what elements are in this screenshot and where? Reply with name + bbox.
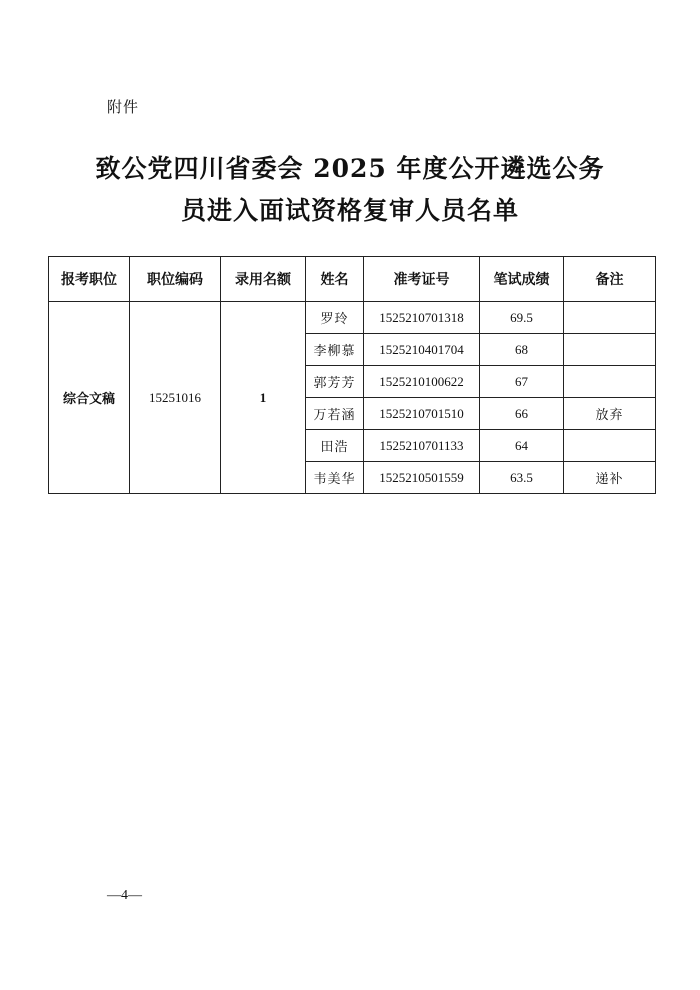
header-quota: 录用名额 (221, 257, 306, 302)
exam-id-cell: 1525210701133 (364, 430, 480, 462)
title-line-1: 致公党四川省委会 2025 年度公开遴选公务 (95, 154, 605, 183)
header-note: 备注 (564, 257, 656, 302)
name-cell: 李柳慕 (306, 334, 364, 366)
note-cell (564, 430, 656, 462)
score-cell: 69.5 (480, 302, 564, 334)
table-row (49, 302, 656, 334)
attachment-label: 附件 (107, 98, 140, 116)
note-cell (564, 334, 656, 366)
table-header-row (49, 257, 656, 302)
position-code-cell: 15251016 (130, 302, 221, 494)
candidate-table (48, 256, 656, 494)
header-position-code: 职位编码 (130, 257, 221, 302)
exam-id-cell: 1525210501559 (364, 462, 480, 494)
note-cell (564, 366, 656, 398)
name-cell: 郭芳芳 (306, 366, 364, 398)
exam-id-cell: 1525210701318 (364, 302, 480, 334)
note-cell: 放弃 (564, 398, 656, 430)
document-title (0, 148, 700, 232)
header-exam-id: 准考证号 (364, 257, 480, 302)
score-cell: 67 (480, 366, 564, 398)
page-number: —4— (107, 888, 142, 903)
note-cell (564, 302, 656, 334)
score-cell: 63.5 (480, 462, 564, 494)
name-cell: 田浩 (306, 430, 364, 462)
score-cell: 66 (480, 398, 564, 430)
name-cell: 韦美华 (306, 462, 364, 494)
name-cell: 万若涵 (306, 398, 364, 430)
quota-cell: 1 (221, 302, 306, 494)
header-score: 笔试成绩 (480, 257, 564, 302)
note-cell: 递补 (564, 462, 656, 494)
score-cell: 64 (480, 430, 564, 462)
name-cell: 罗玲 (306, 302, 364, 334)
header-position: 报考职位 (49, 257, 130, 302)
exam-id-cell: 1525210701510 (364, 398, 480, 430)
exam-id-cell: 1525210100622 (364, 366, 480, 398)
score-cell: 68 (480, 334, 564, 366)
header-name: 姓名 (306, 257, 364, 302)
position-cell: 综合文稿 (49, 302, 130, 494)
title-line-2: 员进入面试资格复审人员名单 (180, 196, 519, 225)
exam-id-cell: 1525210401704 (364, 334, 480, 366)
